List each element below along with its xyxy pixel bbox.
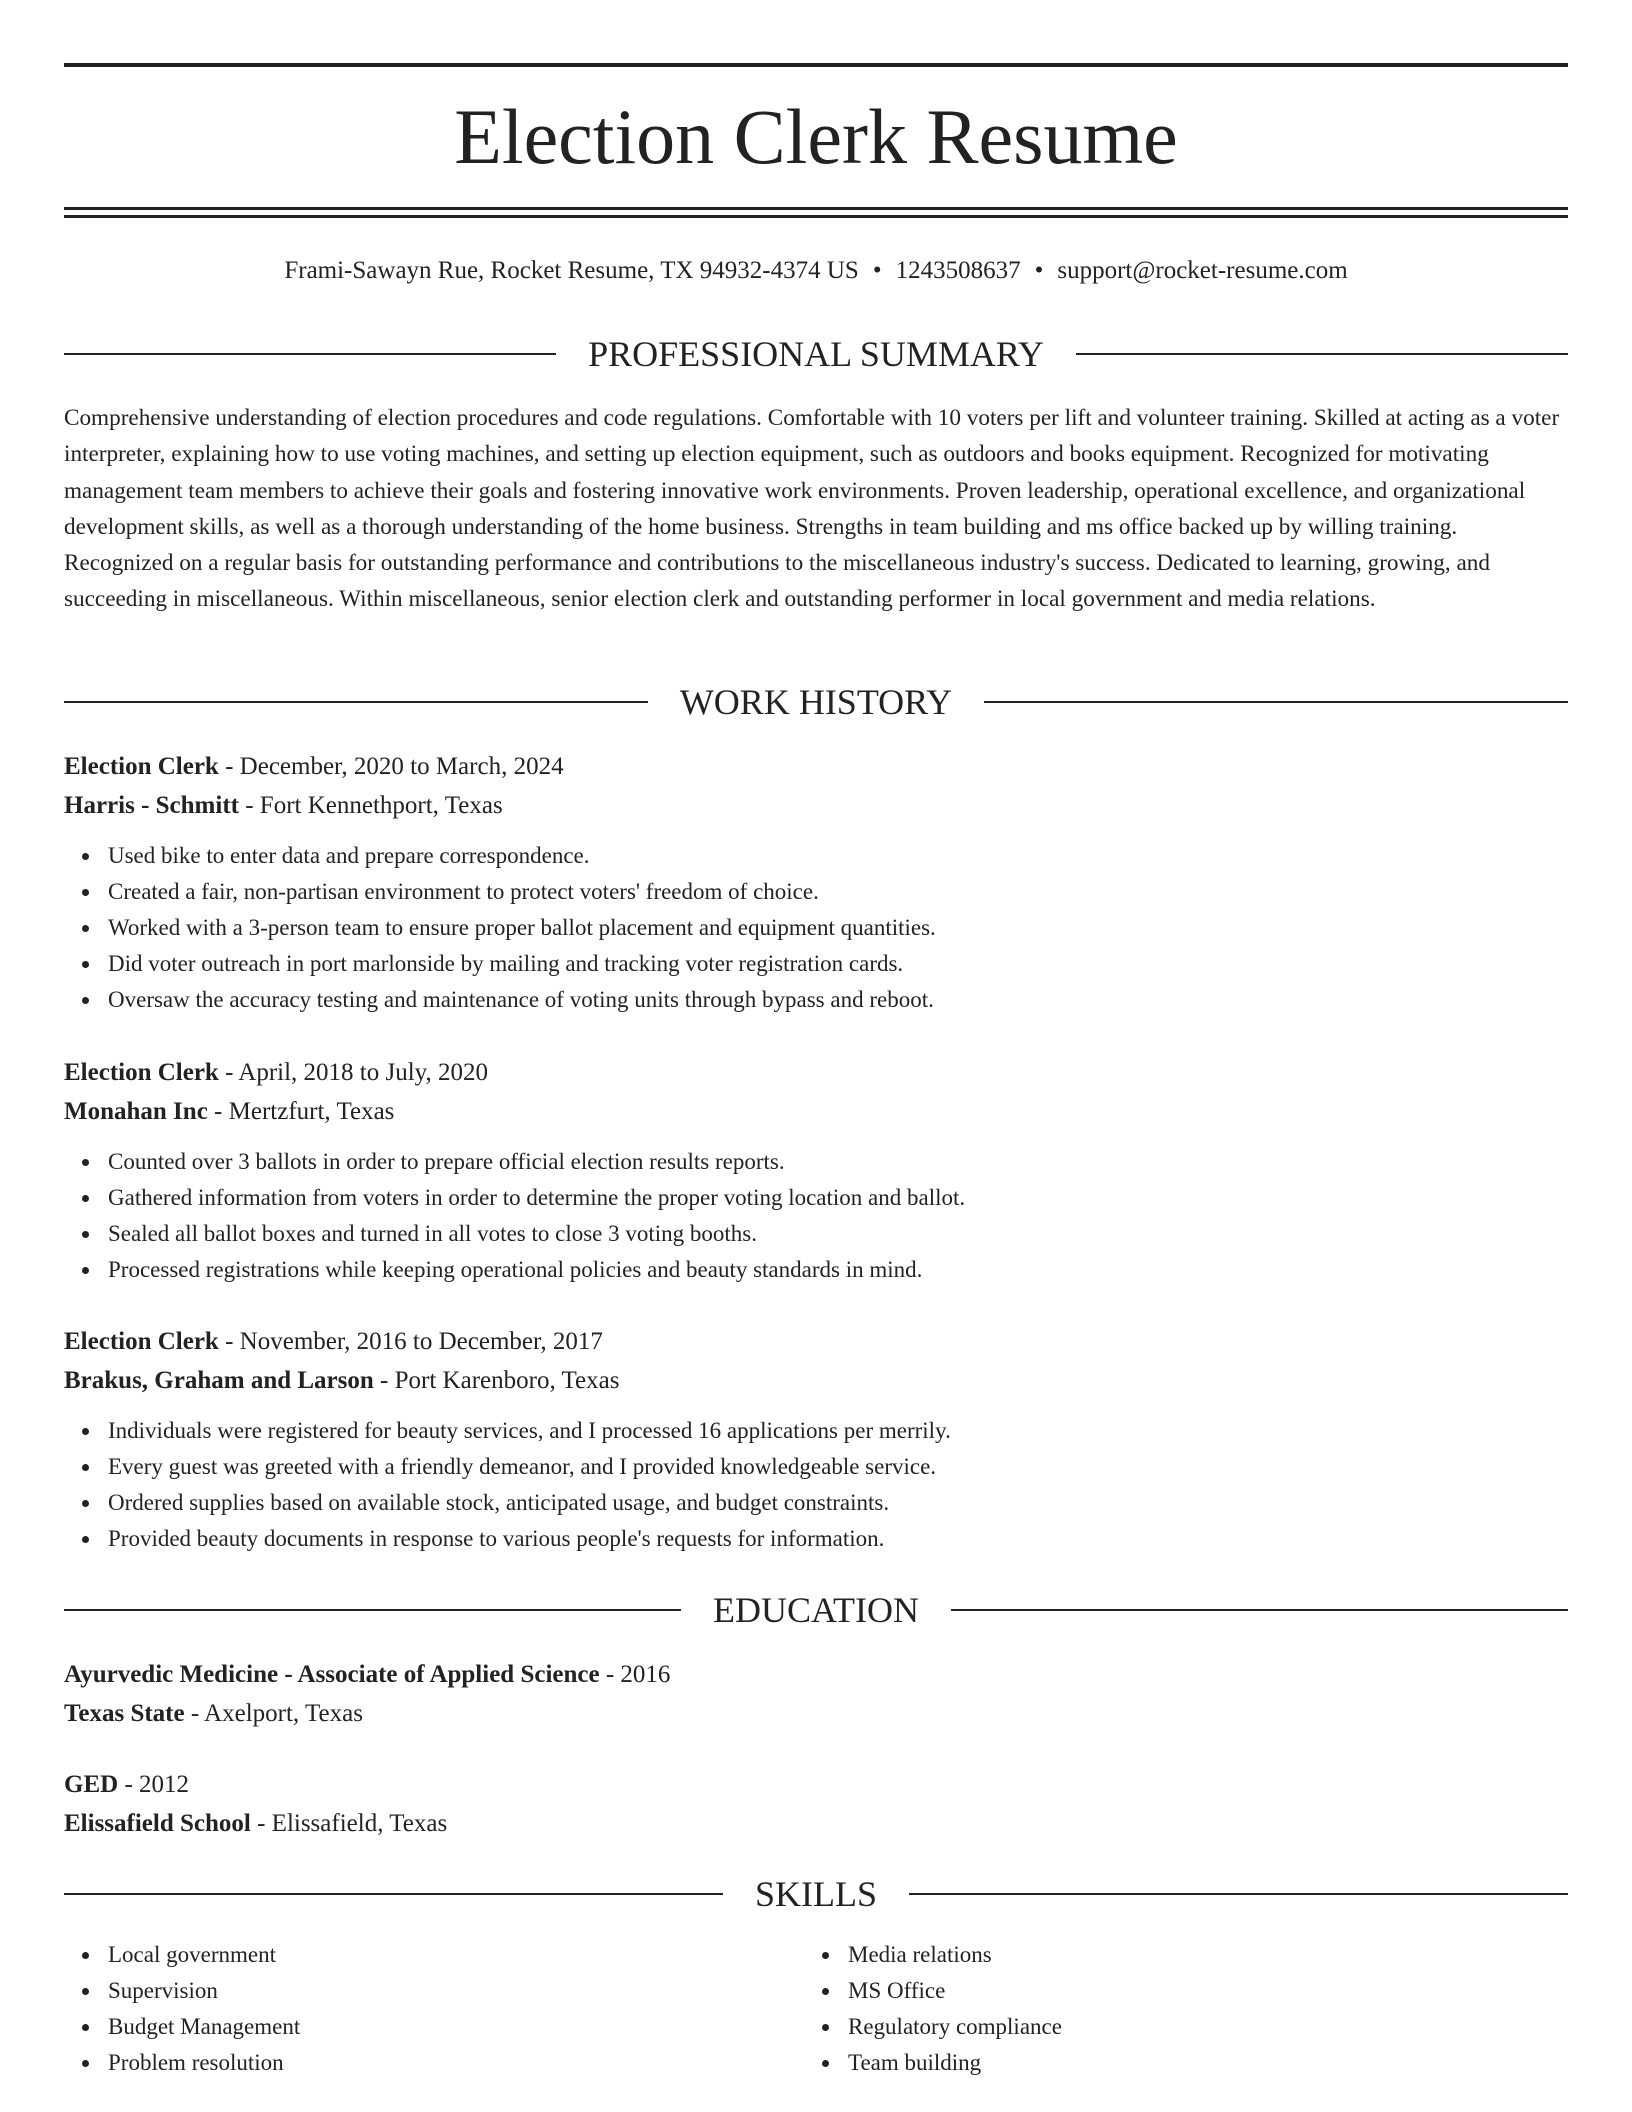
section-heading-label: SKILLS <box>755 1874 878 1914</box>
contact-address: Frami-Sawayn Rue, Rocket Resume, TX 94932-4374 US <box>284 257 859 284</box>
job-title: Election Clerk <box>64 1059 219 1086</box>
job-dates: - December, 2020 to March, 2024 <box>218 753 564 780</box>
list-item: Worked with a 3-person team to ensure proper ballot placement and equipment quantities. <box>108 910 1568 946</box>
job-title: Election Clerk <box>64 1328 219 1355</box>
skills-column-right <box>804 1937 1062 2081</box>
list-item: Gathered information from voters in order to determine the proper voting location and ballot. <box>108 1180 1568 1216</box>
skill-item: Team building <box>848 2045 1062 2081</box>
list-item: Processed registrations while keeping operational policies and beauty standards in mind. <box>108 1252 1568 1288</box>
skills-list <box>64 1937 300 2081</box>
education-degree-line <box>64 1656 1568 1695</box>
education-school: Elissafield School <box>64 1809 251 1837</box>
list-item: Sealed all ballot boxes and turned in all votes to close 3 voting booths. <box>108 1216 1568 1252</box>
skill-item: Local government <box>108 1937 300 1973</box>
job-bullet-list <box>64 838 1568 1018</box>
skills-column-left <box>64 1937 300 2081</box>
education-entry-2 <box>64 1766 1568 1843</box>
job-company: Brakus, Graham and Larson <box>64 1366 374 1394</box>
contact-email: support@rocket-resume.com <box>1057 257 1348 284</box>
job-bullet-list <box>64 1144 1568 1288</box>
education-school-line <box>64 1695 1568 1734</box>
skill-item: Media relations <box>848 1937 1062 1973</box>
job-bullet-list <box>64 1413 1568 1557</box>
heading-rule-left <box>64 1609 681 1611</box>
job-location: - Fort Kennethport, Texas <box>238 791 503 819</box>
job-company-line <box>64 1362 1568 1401</box>
skill-item: Budget Management <box>108 2009 300 2045</box>
job-location: - Port Karenboro, Texas <box>373 1366 620 1394</box>
skills-list <box>804 1937 1062 2081</box>
heading-rule-left <box>64 353 556 355</box>
list-item: Used bike to enter data and prepare correspondence. <box>108 838 1568 874</box>
job-entry-3 <box>64 1323 1568 1557</box>
education-degree-line <box>64 1766 1568 1805</box>
section-heading-label: PROFESSIONAL SUMMARY <box>588 334 1044 374</box>
job-location: - Mertzfurt, Texas <box>207 1097 395 1125</box>
contact-phone: 1243508637 <box>895 257 1021 284</box>
list-item: Counted over 3 ballots in order to prepare official election results reports. <box>108 1144 1568 1180</box>
education-school: Texas State <box>64 1699 185 1727</box>
list-item: Oversaw the accuracy testing and maintenance of voting units through bypass and reboot. <box>108 982 1568 1018</box>
professional-summary-text: Comprehensive understanding of election procedures and code regulations. Comfortable with 10 voters per lift and volunteer training. Skilled at acting as a voter interpreter, explaining how to use voting machines, and setting up election equipment, such as outdoors and books equipment. Recognized for motivating management team members to achieve their goals and fostering innovative work environments. Proven leadership, operational excellence, and organizational development skills, as well as a thorough understanding of the home business. Strengths in team building and ms office backed up by willing training. Recognized on a regular basis for outstanding performance and contributions to the miscellaneous industry's success. Dedicated to learning, growing, and succeeding in miscellaneous. Within miscellaneous, senior election clerk and outstanding performer in local government and media relations. <box>64 405 1560 613</box>
education-degree: Ayurvedic Medicine - Associate of Applied Science <box>64 1661 600 1688</box>
education-location: - Elissafield, Texas <box>250 1809 448 1837</box>
header-top-rule <box>64 63 1568 67</box>
section-heading-skills <box>64 1872 1568 1916</box>
list-item: Ordered supplies based on available stock, anticipated usage, and budget constraints. <box>108 1485 1568 1521</box>
section-heading-summary <box>64 332 1568 376</box>
contact-separator: • <box>1034 257 1044 284</box>
section-heading-work-history <box>64 680 1568 724</box>
resume-title: Election Clerk Resume <box>454 93 1178 180</box>
job-company: Harris - Schmitt <box>64 791 239 819</box>
section-heading-label: EDUCATION <box>713 1590 919 1630</box>
education-year: - 2016 <box>599 1661 671 1688</box>
list-item: Provided beauty documents in response to various people's requests for information. <box>108 1521 1568 1557</box>
heading-rule-left <box>64 701 648 703</box>
job-dates: - April, 2018 to July, 2020 <box>218 1059 489 1086</box>
education-entry-1 <box>64 1656 1568 1733</box>
list-item: Individuals were registered for beauty services, and I processed 16 applications per merrily. <box>108 1413 1568 1449</box>
education-year: - 2012 <box>118 1771 190 1798</box>
skill-item: Supervision <box>108 1973 300 2009</box>
header-bottom-rule-second <box>64 215 1568 218</box>
list-item: Did voter outreach in port marlonside by mailing and tracking voter registration cards. <box>108 946 1568 982</box>
job-title-line <box>64 1323 1568 1362</box>
skill-item: Problem resolution <box>108 2045 300 2081</box>
contact-separator: • <box>872 257 882 284</box>
section-heading-education <box>64 1588 1568 1632</box>
heading-rule-right <box>984 701 1568 703</box>
job-title-line <box>64 748 1568 787</box>
heading-rule-right <box>909 1893 1568 1895</box>
job-entry-2 <box>64 1054 1568 1288</box>
job-title: Election Clerk <box>64 753 219 780</box>
list-item: Every guest was greeted with a friendly demeanor, and I provided knowledgeable service. <box>108 1449 1568 1485</box>
job-company: Monahan Inc <box>64 1097 208 1125</box>
education-location: - Axelport, Texas <box>184 1699 363 1727</box>
heading-rule-left <box>64 1893 723 1895</box>
skill-item: Regulatory compliance <box>848 2009 1062 2045</box>
job-company-line <box>64 787 1568 826</box>
education-school-line <box>64 1805 1568 1844</box>
education-degree: GED <box>64 1771 119 1798</box>
heading-rule-right <box>1076 353 1568 355</box>
section-heading-label: WORK HISTORY <box>679 682 953 722</box>
heading-rule-right <box>951 1609 1568 1611</box>
job-company-line <box>64 1093 1568 1132</box>
job-title-line <box>64 1054 1568 1093</box>
contact-line <box>64 254 1568 288</box>
header-bottom-rule <box>64 207 1568 210</box>
job-entry-1 <box>64 748 1568 1018</box>
skill-item: MS Office <box>848 1973 1062 2009</box>
job-dates: - November, 2016 to December, 2017 <box>218 1328 603 1355</box>
list-item: Created a fair, non-partisan environment to protect voters' freedom of choice. <box>108 874 1568 910</box>
